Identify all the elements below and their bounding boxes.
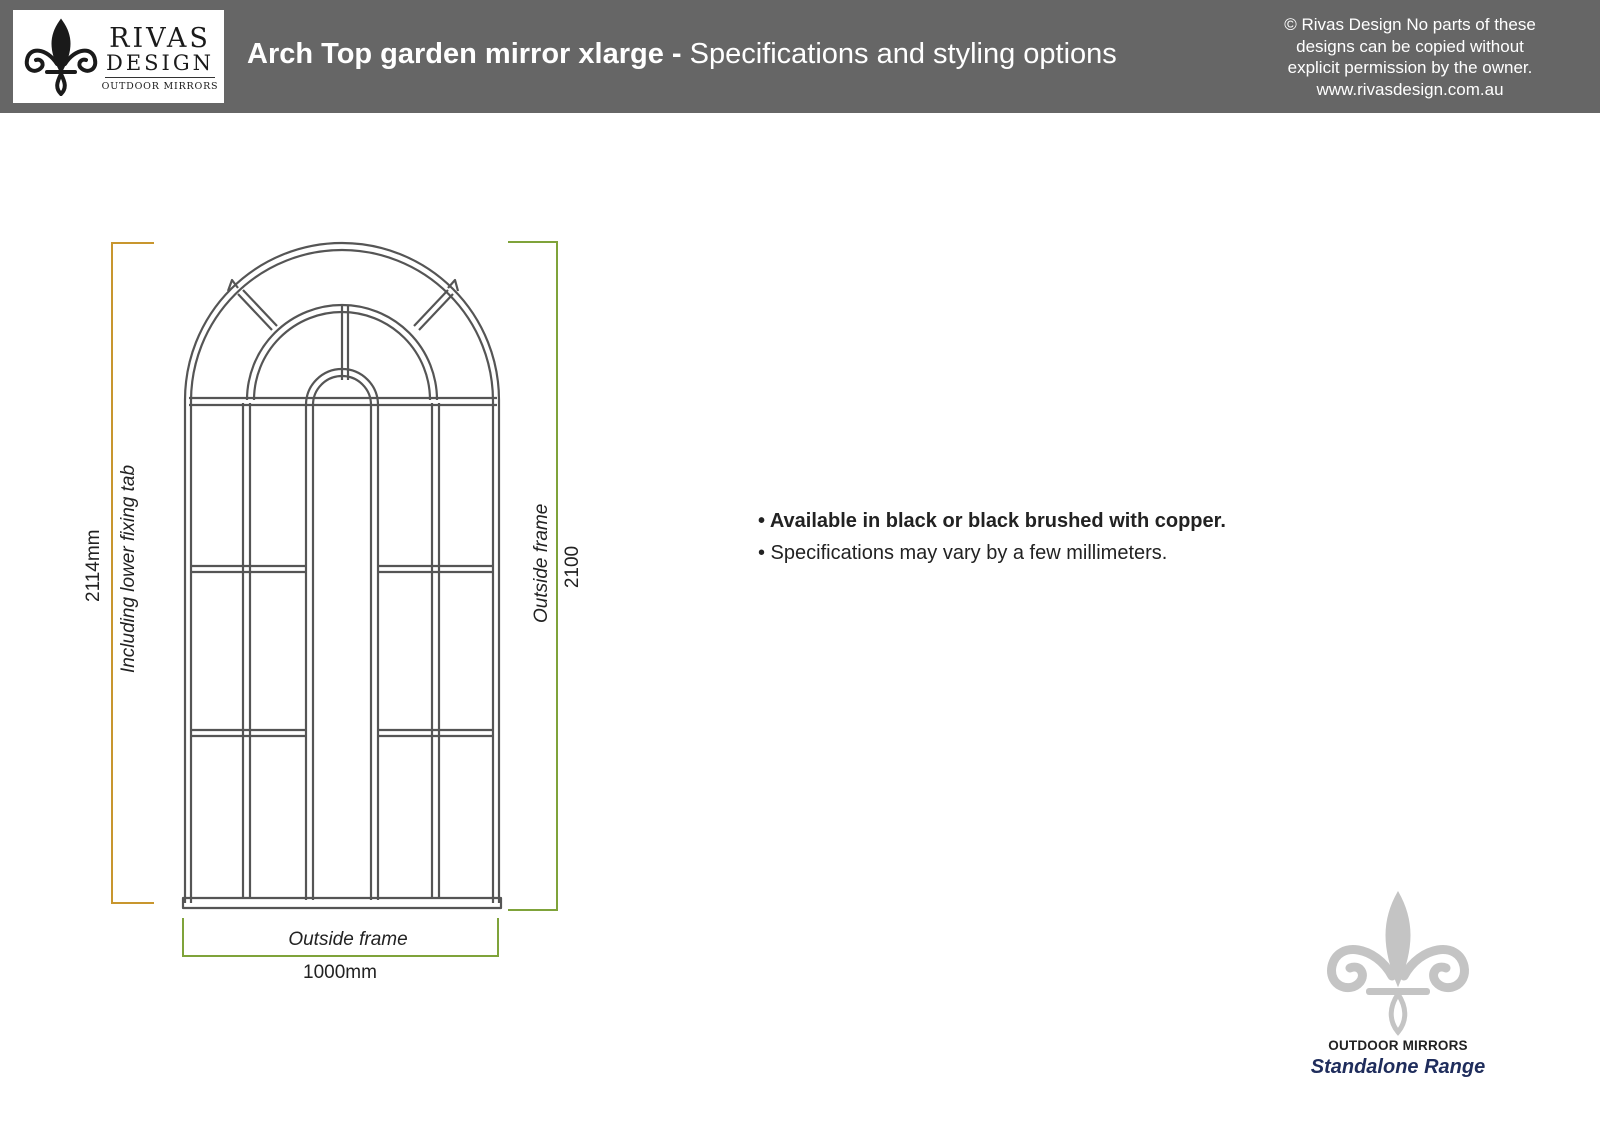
left-dimension-note: Including lower fixing tab (118, 464, 139, 674)
copyright-line: explicit permission by the owner. (1287, 58, 1533, 77)
page-title (247, 38, 1117, 71)
copyright-line: designs can be copied without (1296, 36, 1524, 56)
brand-name-line1: RIVAS (109, 23, 211, 54)
brand-logo[interactable] (13, 10, 224, 103)
copyright-line: © Rivas Design No parts of these (1284, 15, 1536, 34)
spec-bullet-tolerance: • Specifications may vary by a few millimeters. (758, 542, 1168, 564)
website-link[interactable]: www.rivasdesign.com.au (1316, 79, 1504, 99)
right-dimension-label: Outside frame (531, 503, 552, 623)
left-dimension-value: 2114mm (83, 529, 104, 602)
header-bar (0, 0, 1600, 113)
range-name-label: Standalone Range (1310, 1056, 1486, 1078)
bottom-dimension-value: 1000mm (303, 962, 377, 983)
brand-wordmark (101, 25, 219, 92)
page-title-regular: Specifications and styling options (689, 38, 1117, 70)
page-title-bold: Arch Top garden mirror xlarge - (247, 38, 682, 70)
range-category-label: OUTDOOR MIRRORS (1328, 1038, 1468, 1053)
bottom-dimension-label: Outside frame (288, 929, 408, 950)
spec-bullet-list (758, 510, 1226, 574)
fleur-de-lis-icon (21, 18, 101, 96)
mirror-frame (183, 243, 501, 908)
brand-tagline: OUTDOOR MIRRORS (101, 81, 219, 92)
spec-bullet-finish: • Available in black or black brushed with copper. (758, 510, 1226, 532)
brand-name-line2: DESIGN (106, 51, 214, 75)
copyright-notice (1260, 14, 1560, 100)
right-dimension-value: 2100 (562, 545, 583, 589)
brand-divider (105, 77, 215, 78)
fleur-de-lis-watermark-icon (1318, 890, 1478, 1036)
